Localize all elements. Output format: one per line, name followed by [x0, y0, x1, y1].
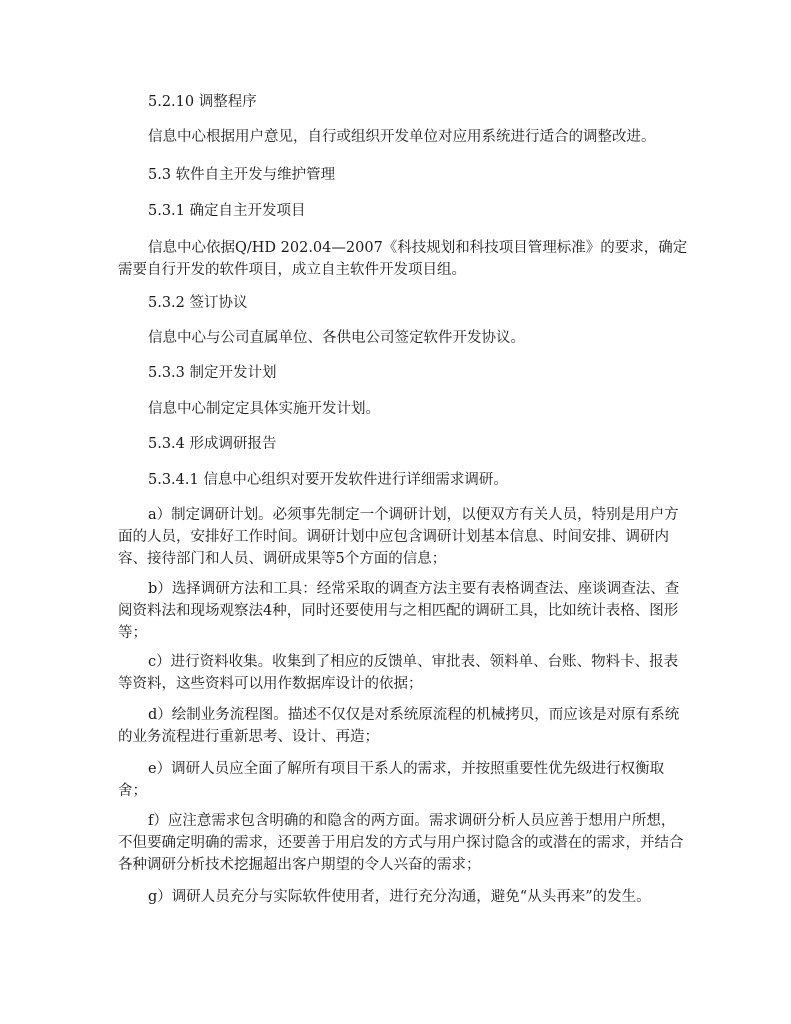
section-heading-5-3: 5.3 软件自主开发与维护管理 — [148, 167, 336, 183]
section-heading-5-3-3: 5.3.3 制定开发计划 — [148, 365, 277, 381]
section-heading-5-3-1: 5.3.1 确定自主开发项目 — [148, 203, 306, 219]
paragraph: 信息中心根据用户意见，自行或组织开发单位对应用系统进行适合的调整改进。 — [148, 129, 656, 145]
list-item-d: d）绘制业务流程图。描述不仅仅是对系统原流程的机械拷贝，而应该是对原有系统的业务流程进行重新思考、设计、再造； — [118, 707, 680, 745]
paragraph: 信息中心制定定具体实施开发计划。 — [148, 401, 380, 417]
list-item-a: a）制定调研计划。必须事先制定一个调研计划，以便双方有关人员，特别是用户方面的人员，安排好工作时间。调研计划中应包含调研计划基本信息、时间安排、调研内容、接待部门和人员、调研成果等5个方面的信息； — [118, 507, 679, 567]
list-item-g: g）调研人员充分与实际软件使用者，进行充分沟通，避免“从头再来”的发生。 — [148, 889, 651, 905]
list-item-f: f）应注意需求包含明确的和隐含的两方面。需求调研分析人员应善于想用户所想，不但要确定明确的需求，还要善于用启发的方式与用户探讨隐含的或潜在的需求，并结合各种调研分析技术挖掘超出客户期望的令人兴奋的需求； — [118, 813, 684, 873]
paragraph: 信息中心依据Q/HD 202.04—2007《科技规划和科技项目管理标准》的要求，确定需要自行开发的软件项目，成立自主软件开发项目组。 — [118, 240, 688, 278]
paragraph: 信息中心与公司直属单位、各供电公司签定软件开发协议。 — [148, 330, 525, 346]
section-heading-5-3-4-1: 5.3.4.1 信息中心组织对要开发软件进行详细需求调研。 — [148, 472, 508, 488]
list-item-b: b）选择调研方法和工具：经常采取的调查方法主要有表格调查法、座谈调查法、查阅资料法和现场观察法4种，同时还要使用与之相匹配的调研工具，比如统计表格、图形等； — [118, 581, 680, 641]
list-item-c: c）进行资料收集。收集到了相应的反馈单、审批表、领料单、台账、物料卡、报表等资料，这些资料可以用作数据库设计的依据； — [118, 654, 679, 692]
list-item-e: e）调研人员应全面了解所有项目干系人的需求，并按照重要性优先级进行权衡取舍； — [118, 761, 665, 799]
section-heading-5-3-4: 5.3.4 形成调研报告 — [148, 436, 277, 452]
section-heading-5-2-10: 5.2.10 调整程序 — [148, 94, 257, 110]
section-heading-5-3-2: 5.3.2 签订协议 — [148, 295, 248, 311]
